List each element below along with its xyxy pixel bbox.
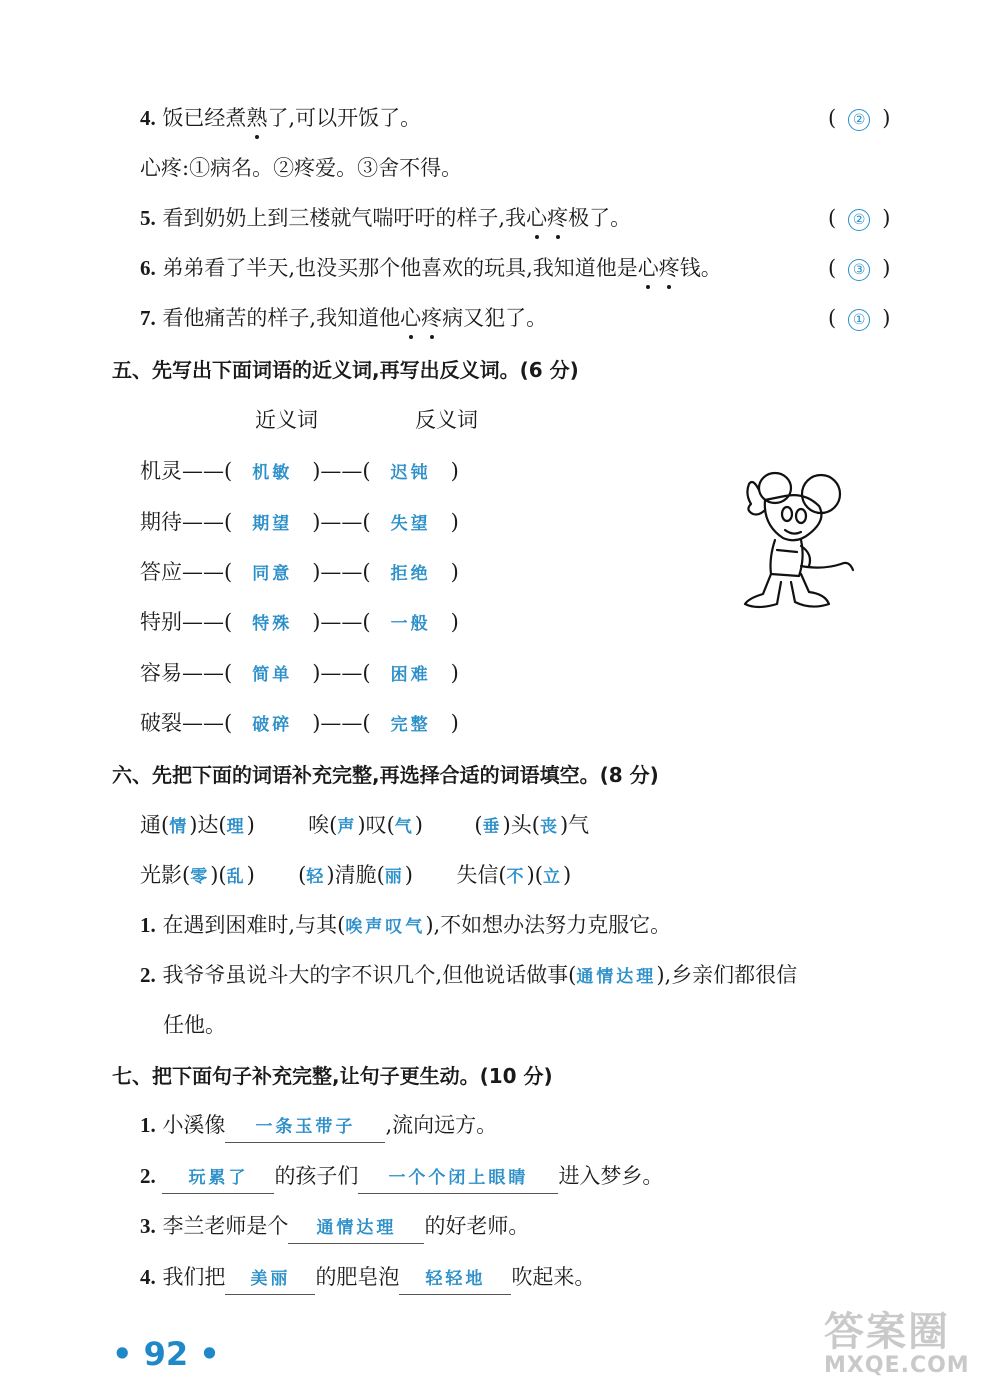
question-number: 5.: [140, 206, 156, 230]
synonym-answer: 破碎: [252, 715, 293, 735]
synonym-blank: [232, 658, 312, 690]
answer-bracket: ( ① ): [828, 306, 891, 330]
sentence-question-1: [140, 1110, 497, 1143]
antonym-blank: [371, 456, 451, 488]
filled-answer: 美丽: [250, 1269, 291, 1289]
synonym-antonym-row: 破裂——( 破碎 )——( 完整 ): [140, 708, 459, 740]
question-text: 进入梦乡。: [558, 1164, 664, 1188]
antonym-blank: [371, 658, 451, 690]
idiom-row-1: [140, 810, 589, 842]
column-synonym: 近义词: [255, 408, 318, 432]
antonym-blank: [371, 507, 451, 539]
dash: )——(: [312, 560, 371, 584]
fill-question-2: [140, 960, 797, 992]
dotted-char: 疼: [421, 303, 442, 333]
idiom-item: 失信(不)(立): [456, 863, 572, 887]
synonym-antonym-row: 期待——( 期望 )——( 失望 ): [140, 507, 459, 539]
filled-answer: 立: [542, 867, 563, 887]
definition-line: 心疼:①病名。②疼爱。③舍不得。: [140, 156, 463, 180]
base-word: 期待: [140, 510, 182, 534]
filled-answer: 玩累了: [188, 1168, 249, 1188]
answer-bracket: ( ② ): [828, 206, 891, 230]
idiom-item: 通(情)达(理): [140, 813, 255, 837]
question-text: 小溪像: [162, 1113, 226, 1137]
sentence-question-3: [140, 1211, 529, 1244]
synonym-antonym-row: 特别——( 特殊 )——( 一般 ): [140, 607, 459, 639]
dash: ——(: [182, 661, 233, 685]
question-text: 了,可以开饭了。: [267, 106, 422, 130]
synonym-blank: [232, 456, 312, 488]
question-text: 看到奶奶上到三楼就气喘吁吁的样子,我: [162, 206, 527, 230]
synonym-answer: 机敏: [252, 463, 293, 483]
base-word: 破裂: [140, 711, 182, 735]
synonym-blank: [232, 557, 312, 589]
synonym-answer: 期望: [252, 514, 293, 534]
filled-answer: 唉声叹气: [345, 917, 426, 937]
question-text: ),乡亲们都很信: [656, 963, 798, 987]
question-5: [140, 203, 631, 233]
answer-blank: [162, 1161, 274, 1194]
section-5-title: 五、先写出下面词语的近义词,再写出反义词。(6 分): [112, 358, 579, 382]
question-number: 4.: [140, 1265, 156, 1289]
base-word: 特别: [140, 610, 182, 634]
filled-answer: 垂: [482, 817, 503, 837]
sentence-question-2: [140, 1161, 663, 1194]
fill-question-1: [140, 910, 671, 942]
watermark-logo: 答案圈 MXQE.COM: [824, 1309, 970, 1378]
answer-blank: [399, 1262, 511, 1295]
answer-bracket: ( ③ ): [828, 256, 891, 280]
question-text: ,流向远方。: [385, 1113, 498, 1137]
answer-choice: ②: [848, 109, 870, 131]
sentence-question-4: [140, 1262, 595, 1295]
base-word: 机灵: [140, 459, 182, 483]
dotted-char: 疼: [547, 203, 568, 233]
idiom-item: (轻)清脆(丽): [298, 863, 413, 887]
dotted-char: 心: [638, 253, 659, 283]
question-number: 1.: [140, 1113, 156, 1137]
mouse-cartoon-illustration: [735, 470, 855, 615]
question-number: 4.: [140, 106, 156, 130]
question-4: [140, 103, 421, 133]
filled-answer: 一个个闭上眼睛: [388, 1168, 529, 1188]
column-antonym: 反义词: [415, 408, 478, 432]
filled-answer: 丧: [539, 817, 560, 837]
question-number: 2.: [140, 1164, 156, 1188]
question-text: 的孩子们: [274, 1164, 359, 1188]
dash: ——(: [182, 510, 233, 534]
synonym-antonym-row: 机灵——( 机敏 )——( 迟钝 ): [140, 456, 459, 488]
filled-answer: 气: [394, 817, 415, 837]
answer-blank: [225, 1262, 315, 1295]
answer-choice: ①: [848, 309, 870, 331]
dash: )——(: [312, 459, 371, 483]
dash: ——(: [182, 459, 233, 483]
question-text: 极了。: [568, 206, 632, 230]
dash: ——(: [182, 560, 233, 584]
synonym-antonym-row: 答应——( 同意 )——( 拒绝 ): [140, 557, 459, 589]
question-number: 6.: [140, 256, 156, 280]
question-text: 的好老师。: [424, 1214, 530, 1238]
filled-answer: 一条玉带子: [255, 1117, 356, 1137]
answer-blank: [288, 1211, 424, 1244]
question-text: ),不如想办法努力克服它。: [425, 913, 672, 937]
dash: )——(: [312, 711, 371, 735]
dash: ——(: [182, 711, 233, 735]
synonym-answer: 同意: [252, 564, 293, 584]
filled-answer: 通情达理: [576, 967, 657, 987]
question-number: 1.: [140, 913, 156, 937]
filled-answer: 轻: [306, 867, 327, 887]
dotted-char: 熟: [246, 103, 267, 133]
question-text: 病又犯了。: [442, 306, 548, 330]
filled-answer: 丽: [384, 867, 405, 887]
base-word: 容易: [140, 661, 182, 685]
synonym-blank: [232, 507, 312, 539]
question-6: [140, 253, 722, 283]
synonym-blank: [232, 708, 312, 740]
dash: )——(: [312, 610, 371, 634]
answer-choice: ②: [848, 209, 870, 231]
question-text: 的肥皂泡: [315, 1265, 400, 1289]
dotted-char: 心: [526, 203, 547, 233]
question-text: 我们把: [162, 1265, 226, 1289]
dotted-char: 疼: [659, 253, 680, 283]
answer-blank: [225, 1110, 385, 1143]
page-number: • 92 •: [112, 1335, 220, 1373]
dotted-char: 心: [400, 303, 421, 333]
idiom-item: 光影(零)(乱): [140, 863, 255, 887]
question-text: 看他痛苦的样子,我知道他: [162, 306, 401, 330]
synonym-blank: [232, 607, 312, 639]
filled-answer: 通情达理: [316, 1218, 397, 1238]
filled-answer: 不: [506, 867, 527, 887]
dash: )——(: [312, 661, 371, 685]
question-number: 7.: [140, 306, 156, 330]
filled-answer: 声: [337, 817, 358, 837]
question-text: 李兰老师是个: [162, 1214, 289, 1238]
antonym-answer: 一般: [390, 614, 431, 634]
answer-blank: [358, 1161, 558, 1194]
antonym-answer: 完整: [390, 715, 431, 735]
antonym-answer: 困难: [390, 665, 431, 685]
filled-answer: 情: [169, 817, 190, 837]
question-text: 吹起来。: [511, 1265, 596, 1289]
answer-choice: ③: [848, 259, 870, 281]
question-text: 饭已经煮: [162, 106, 247, 130]
question-number: 2.: [140, 963, 156, 987]
antonym-answer: 迟钝: [390, 463, 431, 483]
synonym-antonym-row: 容易——( 简单 )——( 困难 ): [140, 658, 459, 690]
filled-answer: 乱: [226, 867, 247, 887]
question-text: 在遇到困难时,与其(: [162, 913, 346, 937]
antonym-blank: [371, 708, 451, 740]
antonym-blank: [371, 607, 451, 639]
base-word: 答应: [140, 560, 182, 584]
question-text-continued: 任他。: [163, 1013, 226, 1037]
section-7-title: 七、把下面句子补充完整,让句子更生动。(10 分): [112, 1064, 553, 1088]
filled-answer: 零: [190, 867, 211, 887]
synonym-answer: 简单: [252, 665, 293, 685]
section-6-title: 六、先把下面的词语补充完整,再选择合适的词语填空。(8 分): [112, 763, 659, 787]
dash: ——(: [182, 610, 233, 634]
idiom-row-2: [140, 860, 571, 892]
synonym-answer: 特殊: [252, 614, 293, 634]
dash: )——(: [312, 510, 371, 534]
idiom-item: (垂)头(丧)气: [474, 813, 590, 837]
question-7: [140, 303, 547, 333]
antonym-answer: 拒绝: [390, 564, 431, 584]
question-number: 3.: [140, 1214, 156, 1238]
answer-bracket: ( ② ): [828, 106, 891, 130]
antonym-answer: 失望: [390, 514, 431, 534]
antonym-blank: [371, 557, 451, 589]
filled-answer: 轻轻地: [425, 1269, 486, 1289]
question-text: 弟弟看了半天,也没买那个他喜欢的玩具,我知道他是: [162, 256, 638, 280]
question-text: 我爷爷虽说斗大的字不识几个,但他说话做事(: [162, 963, 577, 987]
filled-answer: 理: [226, 817, 247, 837]
question-text: 钱。: [679, 256, 722, 280]
idiom-item: 唉(声)叹(气): [308, 813, 423, 837]
